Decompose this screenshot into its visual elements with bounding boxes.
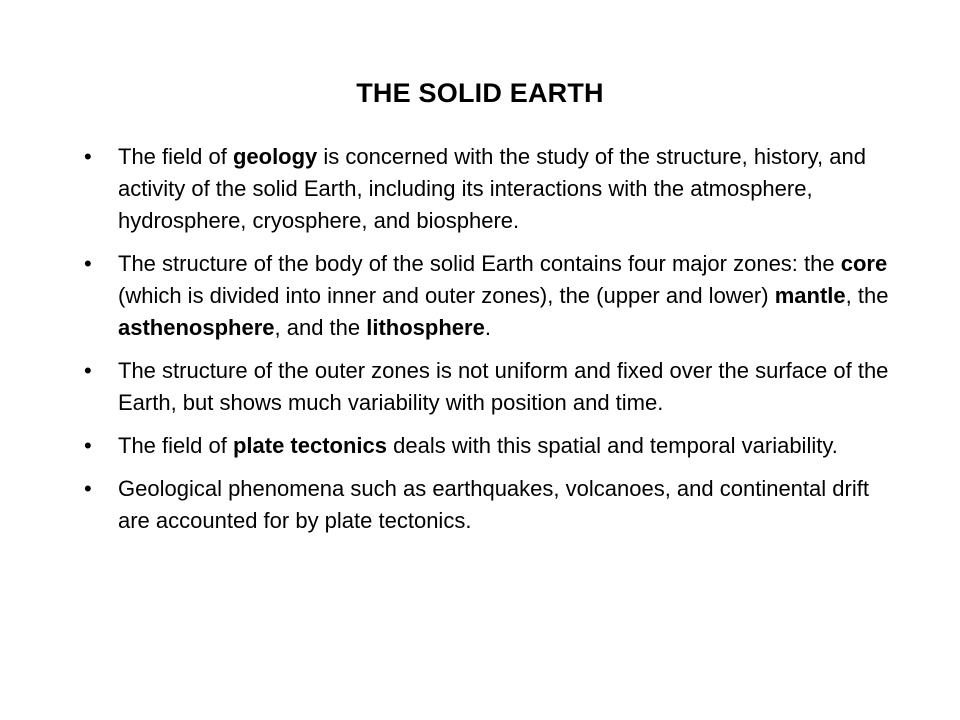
bullet-marker: • xyxy=(84,144,92,169)
bullet-text-run: The structure of the outer zones is not uniform and fixed over the surface of the Earth, but shows much variability with position and time. xyxy=(118,358,889,415)
bullet-item xyxy=(84,141,890,237)
bullet-marker: • xyxy=(84,251,92,276)
bullet-text-run: . xyxy=(484,315,491,340)
bullet-bold-term: core xyxy=(840,251,888,276)
bullet-bold-term: asthenosphere xyxy=(118,315,275,340)
bullet-text xyxy=(118,433,838,458)
bullet-item xyxy=(84,355,890,419)
bullet-marker: • xyxy=(84,433,92,458)
bullet-marker: • xyxy=(84,476,92,501)
bullet-text xyxy=(118,144,866,233)
slide-title: THE SOLID EARTH xyxy=(356,78,604,108)
bullet-text-run: , and the xyxy=(274,315,367,340)
bullet-text-run: The structure of the body of the solid Earth contains four major zones: the xyxy=(118,251,841,276)
bullet-list xyxy=(84,141,890,548)
bullet-text xyxy=(118,476,869,533)
bullet-item xyxy=(84,248,890,344)
bullet-item xyxy=(84,430,890,462)
bullet-marker: • xyxy=(84,358,92,383)
bullet-text-run: is concerned with the study of the structure, history, and activity of the solid Earth, including its interactions with the atmosphere, hydrosphere, cryosphere, and biosphere. xyxy=(118,144,866,233)
bullet-text-run: Geological phenomena such as earthquakes, volcanoes, and continental drift are accounted for by plate tectonics. xyxy=(118,476,869,533)
bullet-text xyxy=(118,251,888,340)
bullet-text-run: deals with this spatial and temporal variability. xyxy=(387,433,838,458)
bullet-text-run: (which is divided into inner and outer zones), the (upper and lower) xyxy=(118,283,775,308)
bullet-bold-term: geology xyxy=(232,144,318,169)
bullet-bold-term: mantle xyxy=(774,283,846,308)
bullet-bold-term: lithosphere xyxy=(366,315,485,340)
bullet-text-run: , the xyxy=(845,283,889,308)
bullet-text xyxy=(118,358,888,415)
bullet-bold-term: plate tectonics xyxy=(232,433,387,458)
bullet-text-run: The field of xyxy=(118,433,233,458)
bullet-item xyxy=(84,473,890,537)
bullet-text-run: The field of xyxy=(118,144,233,169)
